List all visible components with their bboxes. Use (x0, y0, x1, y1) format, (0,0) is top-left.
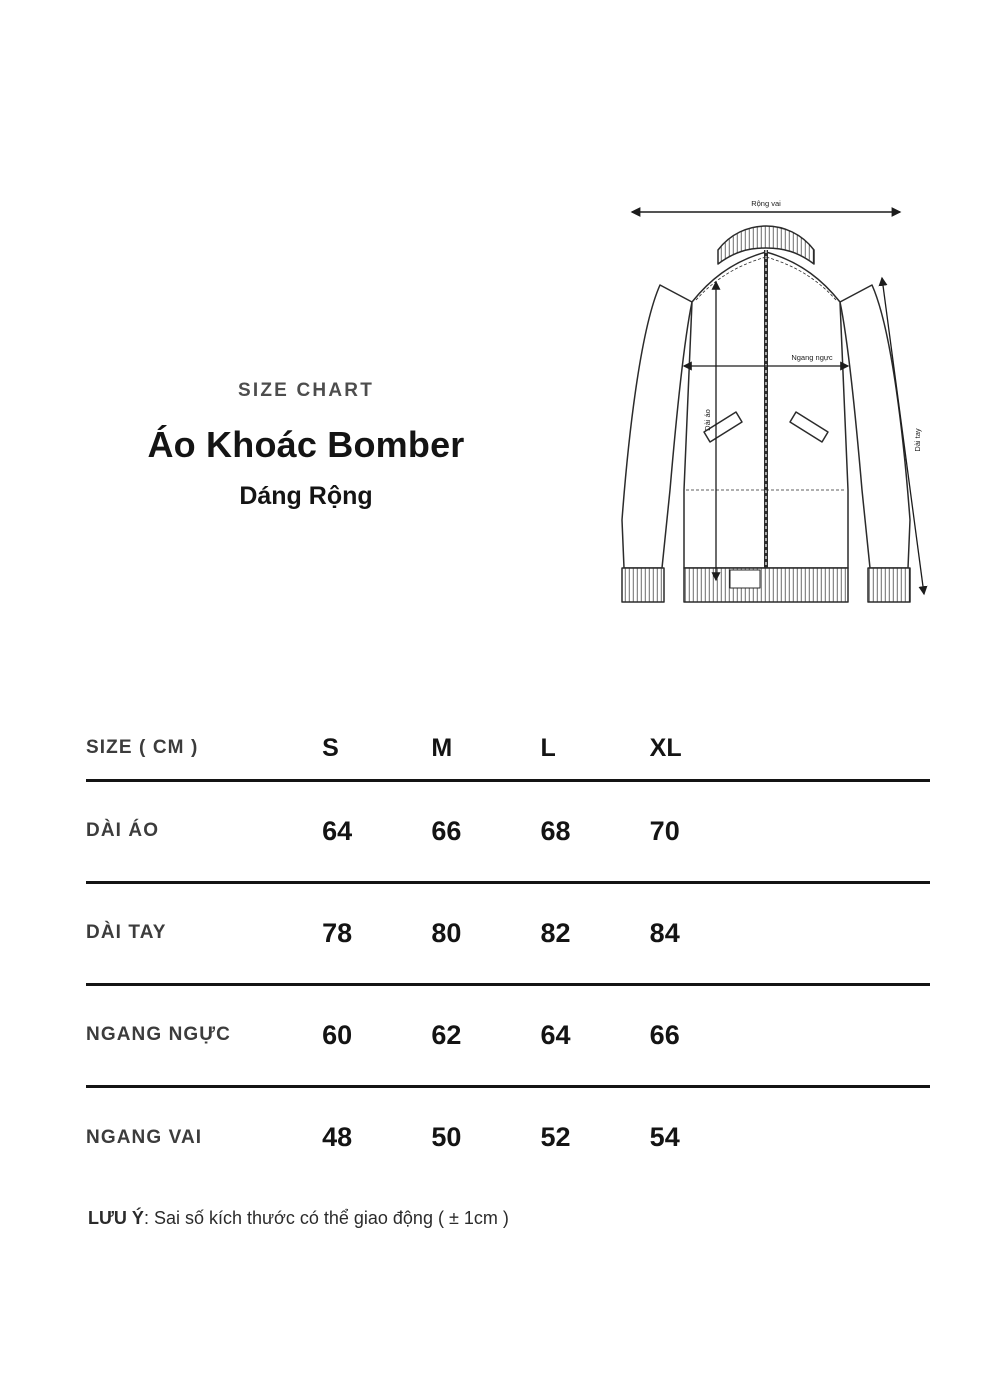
note-prefix: LƯU Ý (88, 1208, 144, 1228)
row-spacer (759, 1086, 930, 1188)
cell-shoulder-width-m: 50 (431, 1122, 462, 1153)
cell-chest-width-xl: 66 (650, 984, 759, 1086)
svg-text:Dài áo: Dài áo (703, 409, 712, 431)
row-spacer (759, 984, 930, 1086)
cell-body-length-xl: 70 (650, 780, 759, 882)
row-label-sleeve-length: DÀI TAY (86, 882, 322, 984)
svg-text:Ngang ngực: Ngang ngực (791, 353, 833, 362)
table-row (86, 1086, 930, 1188)
cell-shoulder-width-l: 52 (540, 1122, 571, 1153)
page-subtitle: Dáng Rộng (239, 482, 373, 510)
shoulder-dimension (632, 199, 900, 212)
header-size-l: L (541, 718, 650, 780)
row-label-shoulder-width: NGANG VAI (86, 1126, 203, 1148)
svg-text:Dài tay: Dài tay (913, 428, 922, 452)
note-text (88, 1208, 509, 1229)
row-label-body-length: DÀI ÁO (86, 780, 322, 882)
page-title: Áo Khoác Bomber (147, 424, 465, 465)
title-block (96, 380, 516, 511)
cell-body-length-s: 64 (322, 780, 431, 882)
cell-shoulder-width-s: 48 (322, 1122, 353, 1153)
cell-body-length-m: 66 (431, 780, 540, 882)
table-row (86, 984, 930, 1086)
table-row (86, 882, 930, 984)
bomber-jacket-technical-drawing (600, 190, 960, 620)
header-size-m: M (431, 718, 540, 780)
cell-sleeve-length-m: 80 (431, 882, 540, 984)
cell-chest-width-m: 62 (431, 984, 540, 1086)
table-row (86, 780, 930, 882)
cell-sleeve-length-xl: 84 (650, 882, 759, 984)
row-spacer (759, 882, 930, 984)
table-header-row (86, 718, 930, 780)
header-size-s: S (322, 718, 431, 780)
cell-sleeve-length-l: 82 (541, 882, 650, 984)
cell-body-length-l: 68 (541, 780, 650, 882)
row-label-chest-width: NGANG NGỰC (86, 984, 322, 1086)
header-size-xl: XL (650, 718, 759, 780)
size-chart-table (86, 718, 930, 1188)
cell-chest-width-s: 60 (322, 984, 431, 1086)
svg-text:Rộng vai: Rộng vai (751, 199, 781, 208)
eyebrow-label: SIZE CHART (238, 380, 374, 401)
note-body: : Sai số kích thước có thể giao động ( ± 1cm ) (143, 1208, 509, 1228)
row-spacer (759, 780, 930, 882)
header-spacer (759, 718, 930, 780)
header-size-label: SIZE ( CM ) (86, 718, 322, 780)
cell-shoulder-width-xl: 54 (649, 1122, 680, 1153)
cell-chest-width-l: 64 (541, 984, 650, 1086)
cell-sleeve-length-s: 78 (322, 882, 431, 984)
